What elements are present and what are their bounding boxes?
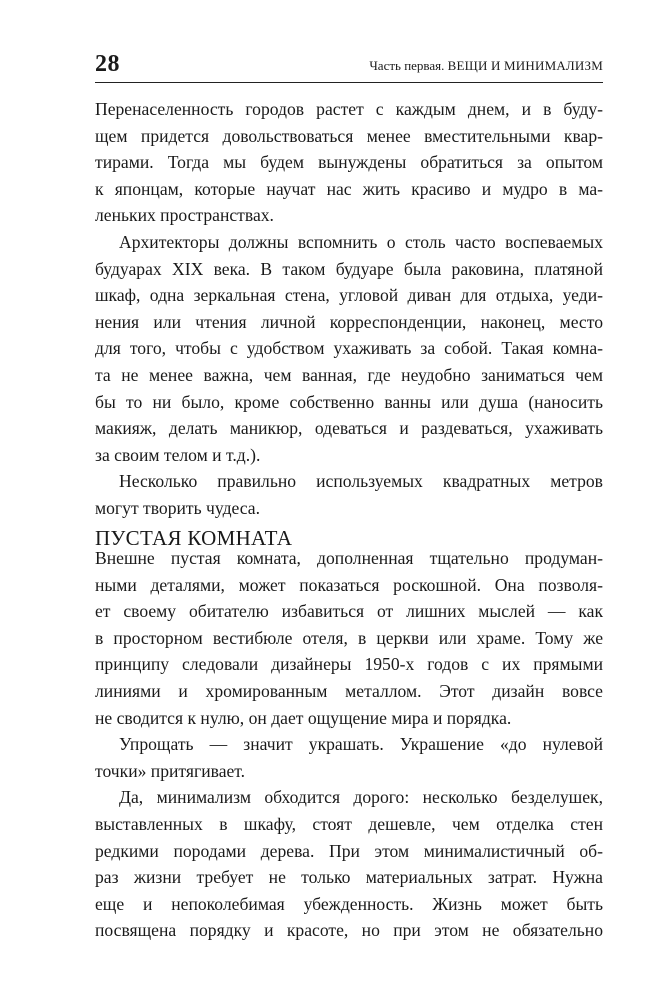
text-line: Упрощать — значит украшать. Украшение «до нулевой bbox=[119, 734, 603, 755]
running-head-text bbox=[369, 57, 603, 75]
text-line: для того, чтобы с удобством ухаживать за собой. Такая комна- bbox=[95, 338, 603, 359]
paragraph bbox=[95, 468, 603, 521]
text-line: Перенаселенность городов растет с каждым днем, и в буду- bbox=[95, 99, 603, 119]
text-line: Да, минимализм обходится дорого: несколько безделушек, bbox=[119, 787, 603, 808]
text-line: не сводится к нулю, он дает ощущение мира и порядка. bbox=[95, 707, 512, 728]
text-line: ными деталями, может показаться роскошной. Она позволя- bbox=[95, 574, 603, 595]
text-line: точки» притягивает. bbox=[95, 760, 246, 781]
text-line: шкаф, одна зеркальная стена, угловой диван для отдыха, уеди- bbox=[95, 285, 603, 306]
part-label: Часть первая. bbox=[369, 58, 445, 73]
text-line: ет своему обитателю избавиться от лишних мыслей — как bbox=[95, 601, 603, 622]
paragraph bbox=[95, 229, 603, 468]
paragraph bbox=[95, 96, 603, 229]
text-line: Несколько правильно используемых квадратных метров bbox=[119, 471, 603, 492]
text-line: выставленных в шкафу, стоят дешевле, чем отделка стен bbox=[95, 813, 603, 834]
paragraph bbox=[95, 784, 603, 944]
text-line: линиями и хромированным металлом. Этот дизайн вовсе bbox=[95, 680, 603, 701]
text-line: раз жизни требует не только материальных затрат. Нужна bbox=[95, 867, 603, 888]
running-section-title: ВЕЩИ И МИНИМАЛИЗМ bbox=[447, 58, 603, 73]
text-line: к японцам, которые научат нас жить красиво и мудро в ма- bbox=[95, 178, 603, 199]
text-line: будуарах XIX века. В таком будуаре была раковина, платяной bbox=[95, 258, 603, 279]
paragraph bbox=[95, 545, 603, 731]
text-line: Архитекторы должны вспомнить о столь часто воспеваемых bbox=[119, 231, 603, 252]
text-line: макияж, делать маникюр, одеваться и раздеваться, ухаживать bbox=[95, 418, 603, 439]
text-line: нения или чтения личной корреспонденции, наконец, место bbox=[95, 311, 603, 332]
text-line: та не менее важна, чем ванная, где неудобно заниматься чем bbox=[95, 364, 603, 385]
page-number: 28 bbox=[95, 51, 120, 77]
text-line: посвящена порядку и красоте, но при этом не обязательно bbox=[95, 920, 603, 941]
text-line: бы то ни было, кроме собственно ванны или душа (наносить bbox=[95, 391, 603, 412]
text-line: в просторном вестибюле отеля, в церкви или храме. Тому же bbox=[95, 627, 603, 648]
text-block-top bbox=[95, 96, 603, 522]
text-line: тирами. Тогда мы будем вынуждены обратиться за опытом bbox=[95, 152, 603, 173]
text-line: принципу следовали дизайнеры 1950-х годов с их прямыми bbox=[95, 654, 603, 675]
text-line: редкими породами дерева. При этом минималистичный об- bbox=[95, 840, 603, 861]
text-line: еще и непоколебимая убежденность. Жизнь может быть bbox=[95, 893, 603, 914]
text-line: щем придется довольствоваться менее вместительными квар- bbox=[95, 125, 603, 146]
text-line: леньких пространствах. bbox=[95, 205, 274, 226]
running-header bbox=[95, 50, 603, 83]
text-line: за своим телом и т.д.). bbox=[95, 444, 261, 465]
section-heading: ПУСТАЯ КОМНАТА bbox=[95, 526, 293, 551]
text-line: Внешне пустая комната, дополненная тщательно продуман- bbox=[95, 548, 603, 568]
text-line: могут творить чудеса. bbox=[95, 497, 260, 518]
paragraph bbox=[95, 731, 603, 784]
text-block-bottom bbox=[95, 545, 603, 944]
